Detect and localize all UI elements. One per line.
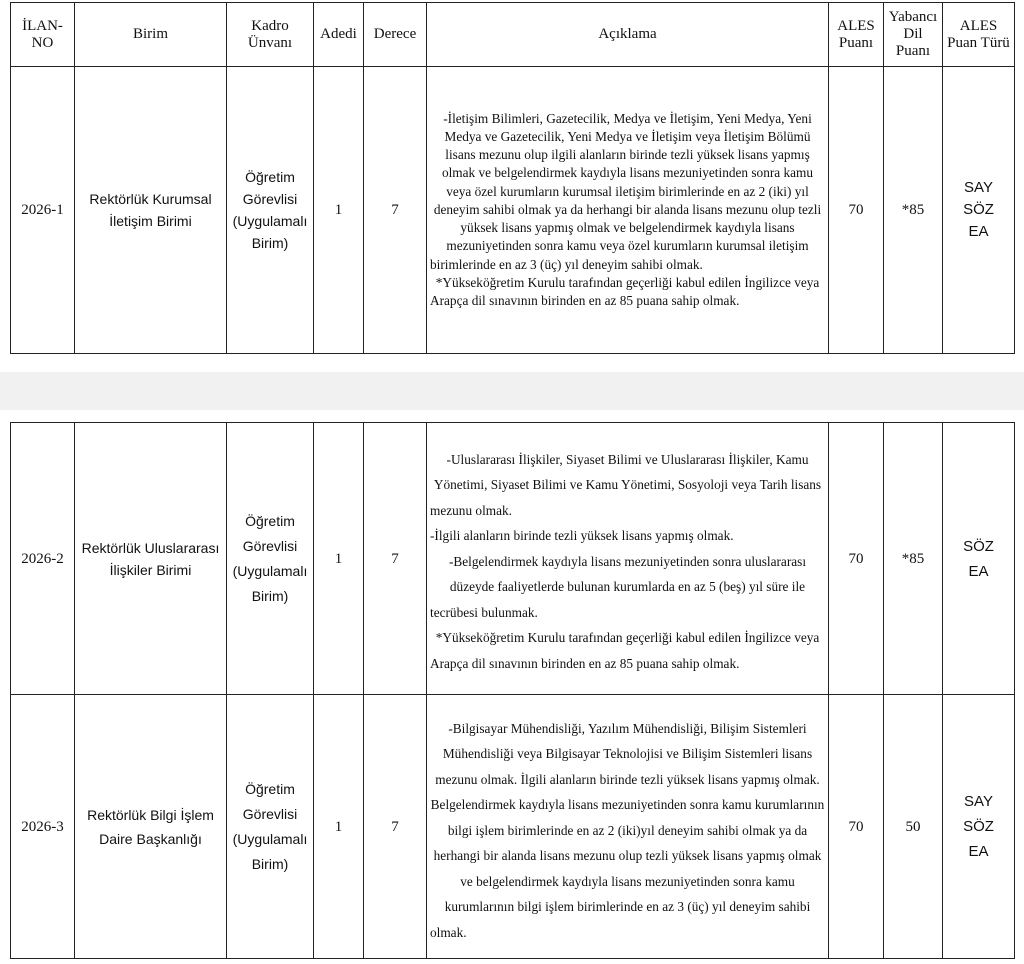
col-header-turu-line: ALES xyxy=(959,17,998,34)
birim-line: Rektörlük Uluslararası xyxy=(81,539,220,556)
ilan-no-cell: 2026-2 xyxy=(11,423,75,695)
kadro-cell xyxy=(227,67,314,354)
aciklama-paragraph: -İlgili alanların birinde tezli yüksek lisans yapmış olmak. xyxy=(430,528,734,544)
header-row xyxy=(11,3,1015,67)
birim-line: İlişkiler Birimi xyxy=(109,561,192,578)
puan-turu-item: SÖZ xyxy=(963,201,994,218)
puan-turu-item: SÖZ xyxy=(963,818,994,835)
puan-turu-item: EA xyxy=(968,562,989,580)
col-header-kadro-line: Ünvanı xyxy=(247,34,293,51)
col-header-ales-line: Puanı xyxy=(838,34,874,51)
kadro-line: (Uygulamalı xyxy=(232,562,308,579)
birim-line: Rektörlük Bilgi İşlem xyxy=(87,806,214,823)
kadro-line: (Uygulamalı xyxy=(232,830,308,847)
col-header-yabanci-line: Puanı xyxy=(895,43,931,59)
aciklama-cell xyxy=(427,695,829,959)
kadro-line: Görevlisi xyxy=(242,805,298,822)
puan-turu-item: EA xyxy=(968,223,989,240)
col-header-derece: Derece xyxy=(364,3,427,67)
kadro-line: Görevlisi xyxy=(242,191,298,207)
yabanci-dil-cell: *85 xyxy=(884,423,943,695)
col-header-ilan-no: İLAN-NO xyxy=(11,3,75,67)
kadro-line: Birim) xyxy=(251,235,289,251)
kadro-line: Öğretim xyxy=(245,780,295,797)
ales-cell: 70 xyxy=(829,67,884,354)
puan-turu-cell xyxy=(943,67,1015,354)
kadro-line: Birim) xyxy=(251,855,289,872)
col-header-adedi: Adedi xyxy=(314,3,364,67)
aciklama-paragraph: *Yükseköğretim Kurulu tarafından geçerliği kabul edilen İngilizce veya Arapça dil sınavının birinden en az 85 puana sahip olmak. xyxy=(430,630,820,671)
table-row xyxy=(11,423,1015,695)
puan-turu-item: EA xyxy=(968,843,989,860)
aciklama-paragraph: *Yükseköğretim Kurulu tarafından geçerliği kabul edilen İngilizce veya Arapça dil sınavının birinden en az 85 puana sahip olmak. xyxy=(430,274,820,308)
col-header-kadro xyxy=(227,3,314,67)
kadro-line: (Uygulamalı xyxy=(232,213,308,229)
col-header-turu-line: Puan Türü xyxy=(947,34,1010,51)
derece-cell: 7 xyxy=(364,423,427,695)
puan-turu-item: SAY xyxy=(964,793,993,810)
birim-line: İletişim Birimi xyxy=(109,213,192,229)
aciklama-paragraph: -Bilgisayar Mühendisliği, Yazılım Mühendisliği, Bilişim Sistemleri Mühendisliği veya Bilgisayar Teknolojisi ve Bilişim Sistemleri lisans mezunu olmak. İlgili alanların birinde tezli yüksek lisans yapmış olmak. Belgelendirmek kaydıyla lisans mezuniyetinden sonra kamu kurumlarının bilgi işlem birimlerinde en az 2 (iki)yıl deneyim sahibi olmak ya da herhangi bir alanda lisans mezunu olup tezli yüksek lisans yapmış olmak ve belgelendirmek kaydıyla lisans mezuniyetinden sonra kamu kurumlarının bilgi işlem birimlerinde en az 3 (üç) yıl deneyim sahibi olmak. xyxy=(430,720,825,940)
kadro-line: Birim) xyxy=(251,587,289,604)
col-header-yabanci-line: Yabancı xyxy=(888,9,938,25)
puan-turu-cell xyxy=(943,695,1015,959)
kadro-cell xyxy=(227,423,314,695)
puan-turu-item: SÖZ xyxy=(963,537,994,555)
page-gap xyxy=(0,372,1024,410)
birim-line: Rektörlük Kurumsal xyxy=(89,191,212,207)
adedi-cell: 1 xyxy=(314,423,364,695)
adedi-cell: 1 xyxy=(314,695,364,959)
col-header-puan-turu xyxy=(943,3,1015,67)
birim-line: Daire Başkanlığı xyxy=(99,830,202,847)
ilan-no-cell: 2026-1 xyxy=(11,67,75,354)
table-row xyxy=(11,695,1015,959)
col-header-birim: Birim xyxy=(75,3,227,67)
adedi-cell: 1 xyxy=(314,67,364,354)
kadro-line: Görevlisi xyxy=(242,537,298,554)
yabanci-dil-cell: 50 xyxy=(884,695,943,959)
birim-cell xyxy=(75,67,227,354)
aciklama-paragraph: -Belgelendirmek kaydıyla lisans mezuniyetinden sonra uluslararası düzeyde faaliyetlerde bulunan kurumlarda en az 5 (beş) yıl süre ile tecrübesi bulunmak. xyxy=(430,553,807,620)
ilan-no-cell: 2026-3 xyxy=(11,695,75,959)
aciklama-paragraph: -İletişim Bilimleri, Gazetecilik, Medya ve İletişim, Yeni Medya, Yeni Medya ve Gazetecilik, Yeni Medya ve İletişim veya İletişim Bölümü lisans mezunu olup ilgili alanların birinde tezli yüksek lisans yapmış olmak ve belgelendirmek kaydıyla lisans mezuniyetinden sonra kamu veya özel kurumların kurumsal iletişim birimlerinde en az 2 (iki) yıl deneyim sahibi olmak ya da herhangi bir alanda lisans mezunu olup tezli yüksek lisans yapmış olmak ve belgelendirmek kaydıyla lisans mezuniyetinden sonra kamu veya özel kurumların kurumsal iletişim birimlerinde en az 3 (üç) yıl deneyim sahibi olmak. xyxy=(430,110,822,272)
birim-cell xyxy=(75,695,227,959)
derece-cell: 7 xyxy=(364,695,427,959)
job-table-bottom xyxy=(10,422,1015,959)
ales-cell: 70 xyxy=(829,423,884,695)
ales-cell: 70 xyxy=(829,695,884,959)
kadro-line: Öğretim xyxy=(245,512,295,529)
birim-cell xyxy=(75,423,227,695)
aciklama-cell xyxy=(427,423,829,695)
kadro-cell xyxy=(227,695,314,959)
aciklama-cell xyxy=(427,67,829,354)
col-header-ales xyxy=(829,3,884,67)
job-table-top xyxy=(10,2,1015,354)
col-header-yabanci-line: Dil xyxy=(903,26,923,42)
puan-turu-cell xyxy=(943,423,1015,695)
yabanci-dil-cell: *85 xyxy=(884,67,943,354)
table-row xyxy=(11,67,1015,354)
col-header-aciklama: Açıklama xyxy=(427,3,829,67)
aciklama-paragraph: -Uluslararası İlişkiler, Siyaset Bilimi ve Uluslararası İlişkiler, Kamu Yönetimi, Siyaset Bilimi ve Kamu Yönetimi, Sosyoloji veya Tarih lisans mezunu olmak. xyxy=(430,451,822,518)
col-header-kadro-line: Kadro xyxy=(251,17,289,34)
col-header-ales-line: ALES xyxy=(837,17,875,34)
puan-turu-item: SAY xyxy=(964,179,993,196)
kadro-line: Öğretim xyxy=(245,169,295,185)
derece-cell: 7 xyxy=(364,67,427,354)
col-header-yabanci-dil xyxy=(884,3,943,67)
